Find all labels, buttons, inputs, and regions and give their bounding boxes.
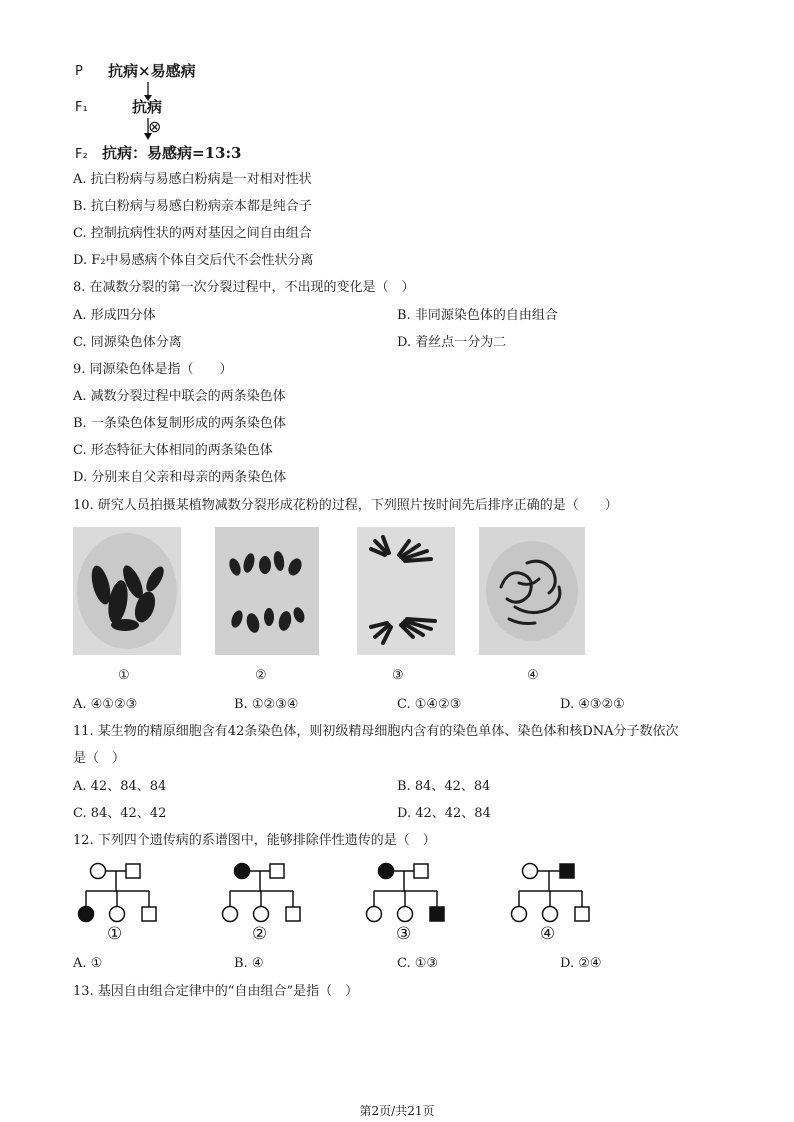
q10-stem: 10. 研究人员拍摄某植物减数分裂形成花粉的过程，下列照片按时间先后排序正确的是（ ） [73, 498, 618, 513]
q11-option-d: D. 42、42、84 [397, 806, 491, 821]
pedigree-4-affected-father [560, 864, 574, 878]
micrograph-4 [479, 527, 585, 655]
pedigree-3-affected-mother [379, 864, 394, 879]
micrograph-2 [215, 527, 319, 655]
self-cross-symbol: ⊗ [148, 117, 162, 136]
pedigree-1-father [126, 864, 140, 878]
pedigree-2-father [270, 864, 284, 878]
pedigree-label-3: ③ [396, 924, 412, 944]
q12-option-c: C. ①③ [397, 956, 439, 971]
pedigree-4-daughter-2 [543, 907, 558, 922]
q13-stem: 13. 基因自由组合定律中的“自由组合”是指（ ） [73, 984, 359, 999]
q8-option-b: B. 非同源染色体的自由组合 [397, 308, 558, 323]
pedigree-3-affected-son [430, 907, 444, 921]
generation-f1-label: F₁ [75, 100, 88, 115]
q7-option-c: C. 控制抗病性状的两对基因之间自由组合 [73, 226, 312, 241]
q11-option-b: B. 84、42、84 [397, 779, 491, 794]
photo-label-4: ④ [527, 668, 539, 683]
generation-p-label: P [75, 64, 83, 79]
q9-option-a: A. 减数分裂过程中联会的两条染色体 [73, 389, 286, 404]
q7-option-a: A. 抗白粉病与易感白粉病是一对相对性状 [73, 172, 312, 187]
pedigree-1-son [142, 907, 156, 921]
photo-label-2: ② [255, 668, 267, 683]
q11-option-c: C. 84、42、42 [73, 806, 167, 821]
cross-f2-text: 抗病：易感病=13:3 [102, 144, 242, 162]
q10-option-d: D. ④③②① [560, 697, 625, 712]
pedigree-4-mother [523, 864, 538, 879]
pedigree-2-affected-mother [235, 864, 250, 879]
pedigree-3-father [414, 864, 428, 878]
q8-stem: 8. 在减数分裂的第一次分裂过程中，不出现的变化是（ ） [73, 280, 415, 295]
pedigree-2-daughter-1 [223, 907, 238, 922]
q9-option-d: D. 分别来自父亲和母亲的两条染色体 [73, 470, 287, 485]
q10-option-b: B. ①②③④ [234, 697, 299, 712]
cross-f1-text: 抗病 [132, 98, 163, 116]
q12-stem: 12. 下列四个遗传病的系谱图中，能够排除伴性遗传的是（ ） [73, 833, 436, 848]
pedigree-2-son [286, 907, 300, 921]
q12-option-a: A. ① [73, 956, 103, 971]
q10-option-c: C. ①④②③ [397, 697, 462, 712]
photo-label-1: ① [118, 668, 130, 683]
q9-stem: 9. 同源染色体是指（ ） [73, 362, 233, 377]
q11-option-a: A. 42、84、84 [73, 779, 167, 794]
pedigree-4-son [575, 907, 589, 921]
pedigree-1-affected-daughter [79, 907, 94, 922]
generation-f2-label: F₂ [75, 147, 88, 162]
pedigree-2-daughter-2 [254, 907, 269, 922]
pedigree-3 [362, 858, 452, 926]
q8-option-a: A. 形成四分体 [73, 308, 156, 323]
pedigree-2 [218, 858, 308, 926]
q8-option-c: C. 同源染色体分离 [73, 335, 182, 350]
pedigree-1 [74, 858, 164, 926]
q11-stem-line1: 11. 某生物的精原细胞含有42条染色体，则初级精母细胞内含有的染色单体、染色体和核DNA分子数依次 [73, 724, 679, 739]
q9-option-b: B. 一条染色体复制形成的两条染色体 [73, 416, 286, 431]
micrograph-1 [73, 527, 181, 655]
pedigree-3-daughter-2 [398, 907, 413, 922]
q7-option-d: D. F₂中易感病个体自交后代不会性状分离 [73, 253, 314, 268]
pedigree-1-daughter [110, 907, 125, 922]
page-footer: 第2页/共21页 [359, 1104, 435, 1118]
pedigree-4 [506, 858, 596, 926]
cross-p-text: 抗病×易感病 [108, 62, 196, 80]
pedigree-label-2: ② [252, 924, 268, 944]
pedigree-label-1: ① [107, 924, 123, 944]
q8-option-d: D. 着丝点一分为二 [397, 335, 507, 350]
q7-option-b: B. 抗白粉病与易感白粉病亲本都是纯合子 [73, 199, 312, 214]
pedigree-label-4: ④ [540, 924, 556, 944]
pedigree-3-daughter-1 [367, 907, 382, 922]
q12-option-d: D. ②④ [560, 956, 602, 971]
photo-label-3: ③ [392, 668, 404, 683]
pedigree-4-daughter-1 [512, 907, 527, 922]
q10-option-a: A. ④①②③ [73, 697, 138, 712]
q12-option-b: B. ④ [234, 956, 264, 971]
q9-option-c: C. 形态特征大体相同的两条染色体 [73, 443, 273, 458]
q11-stem-line2: 是（ ） [73, 751, 126, 766]
micrograph-3 [357, 527, 455, 655]
pedigree-1-mother [91, 864, 106, 879]
